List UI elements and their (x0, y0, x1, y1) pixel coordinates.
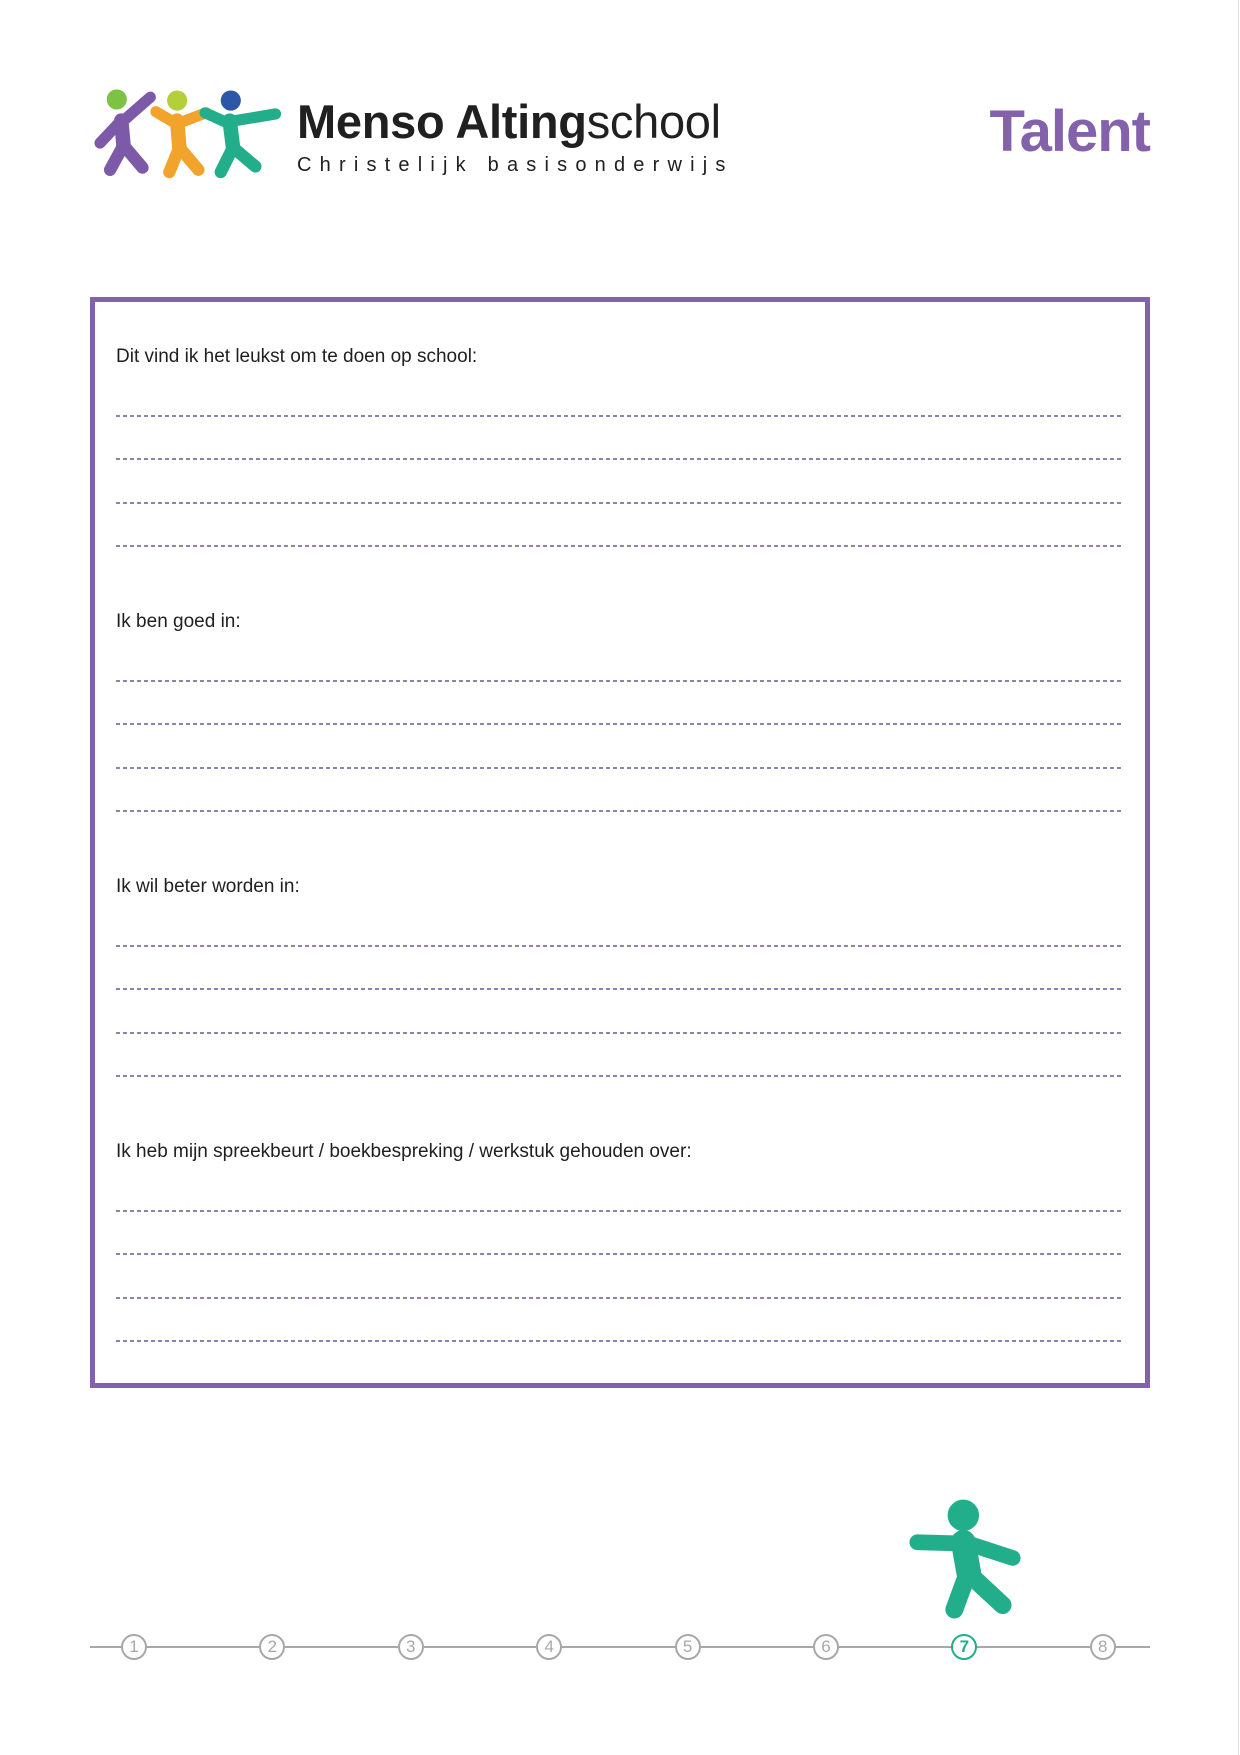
worksheet-section (116, 876, 1124, 1141)
progress-step: 8 (1090, 1634, 1116, 1660)
answer-line (116, 545, 1124, 588)
progress-step: 2 (259, 1634, 285, 1660)
progress-step: 3 (398, 1634, 424, 1660)
page-edge (1238, 0, 1239, 1755)
worksheet-box (90, 297, 1150, 1388)
answer-lines (116, 680, 1124, 853)
worksheet-section (116, 611, 1124, 876)
worksheet-sections (116, 346, 1124, 1388)
answer-line (116, 723, 1124, 766)
school-name-bold: Menso Alting (297, 95, 587, 148)
worksheet-section (116, 346, 1124, 611)
worksheet-section (116, 1141, 1124, 1388)
answer-line (116, 767, 1124, 810)
progress-step: 1 (121, 1634, 147, 1660)
answer-line (116, 810, 1124, 853)
answer-line (116, 415, 1124, 458)
progress-step: 4 (536, 1634, 562, 1660)
answer-line (116, 680, 1124, 723)
page-title: Talent (989, 99, 1150, 164)
answer-line (116, 988, 1124, 1031)
progress-step: 6 (813, 1634, 839, 1660)
answer-line (116, 1340, 1124, 1383)
section-prompt: Ik heb mijn spreekbeurt / boekbespreking / werkstuk gehouden over: (116, 1141, 692, 1163)
section-prompt: Dit vind ik het leukst om te doen op school: (116, 346, 478, 368)
answer-line (116, 945, 1124, 988)
answer-line (116, 1032, 1124, 1075)
progress-steps (121, 1634, 1116, 1660)
answer-line (116, 1253, 1124, 1296)
answer-lines (116, 945, 1124, 1118)
school-logo-figures-icon (93, 86, 287, 181)
answer-lines (116, 1210, 1124, 1383)
school-name-regular: school (586, 95, 721, 148)
answer-line (116, 1075, 1124, 1118)
answer-line (116, 1210, 1124, 1253)
running-child-icon (906, 1494, 1024, 1623)
school-name (297, 95, 721, 148)
answer-line (116, 502, 1124, 545)
school-tagline: Christelijk basisonderwijs (297, 154, 734, 176)
answer-line (116, 1297, 1124, 1340)
answer-line (116, 458, 1124, 501)
progress-step: 5 (675, 1634, 701, 1660)
section-prompt: Ik wil beter worden in: (116, 876, 300, 898)
section-prompt: Ik ben goed in: (116, 611, 241, 633)
answer-lines (116, 415, 1124, 588)
progress-step-current: 7 (951, 1634, 977, 1660)
